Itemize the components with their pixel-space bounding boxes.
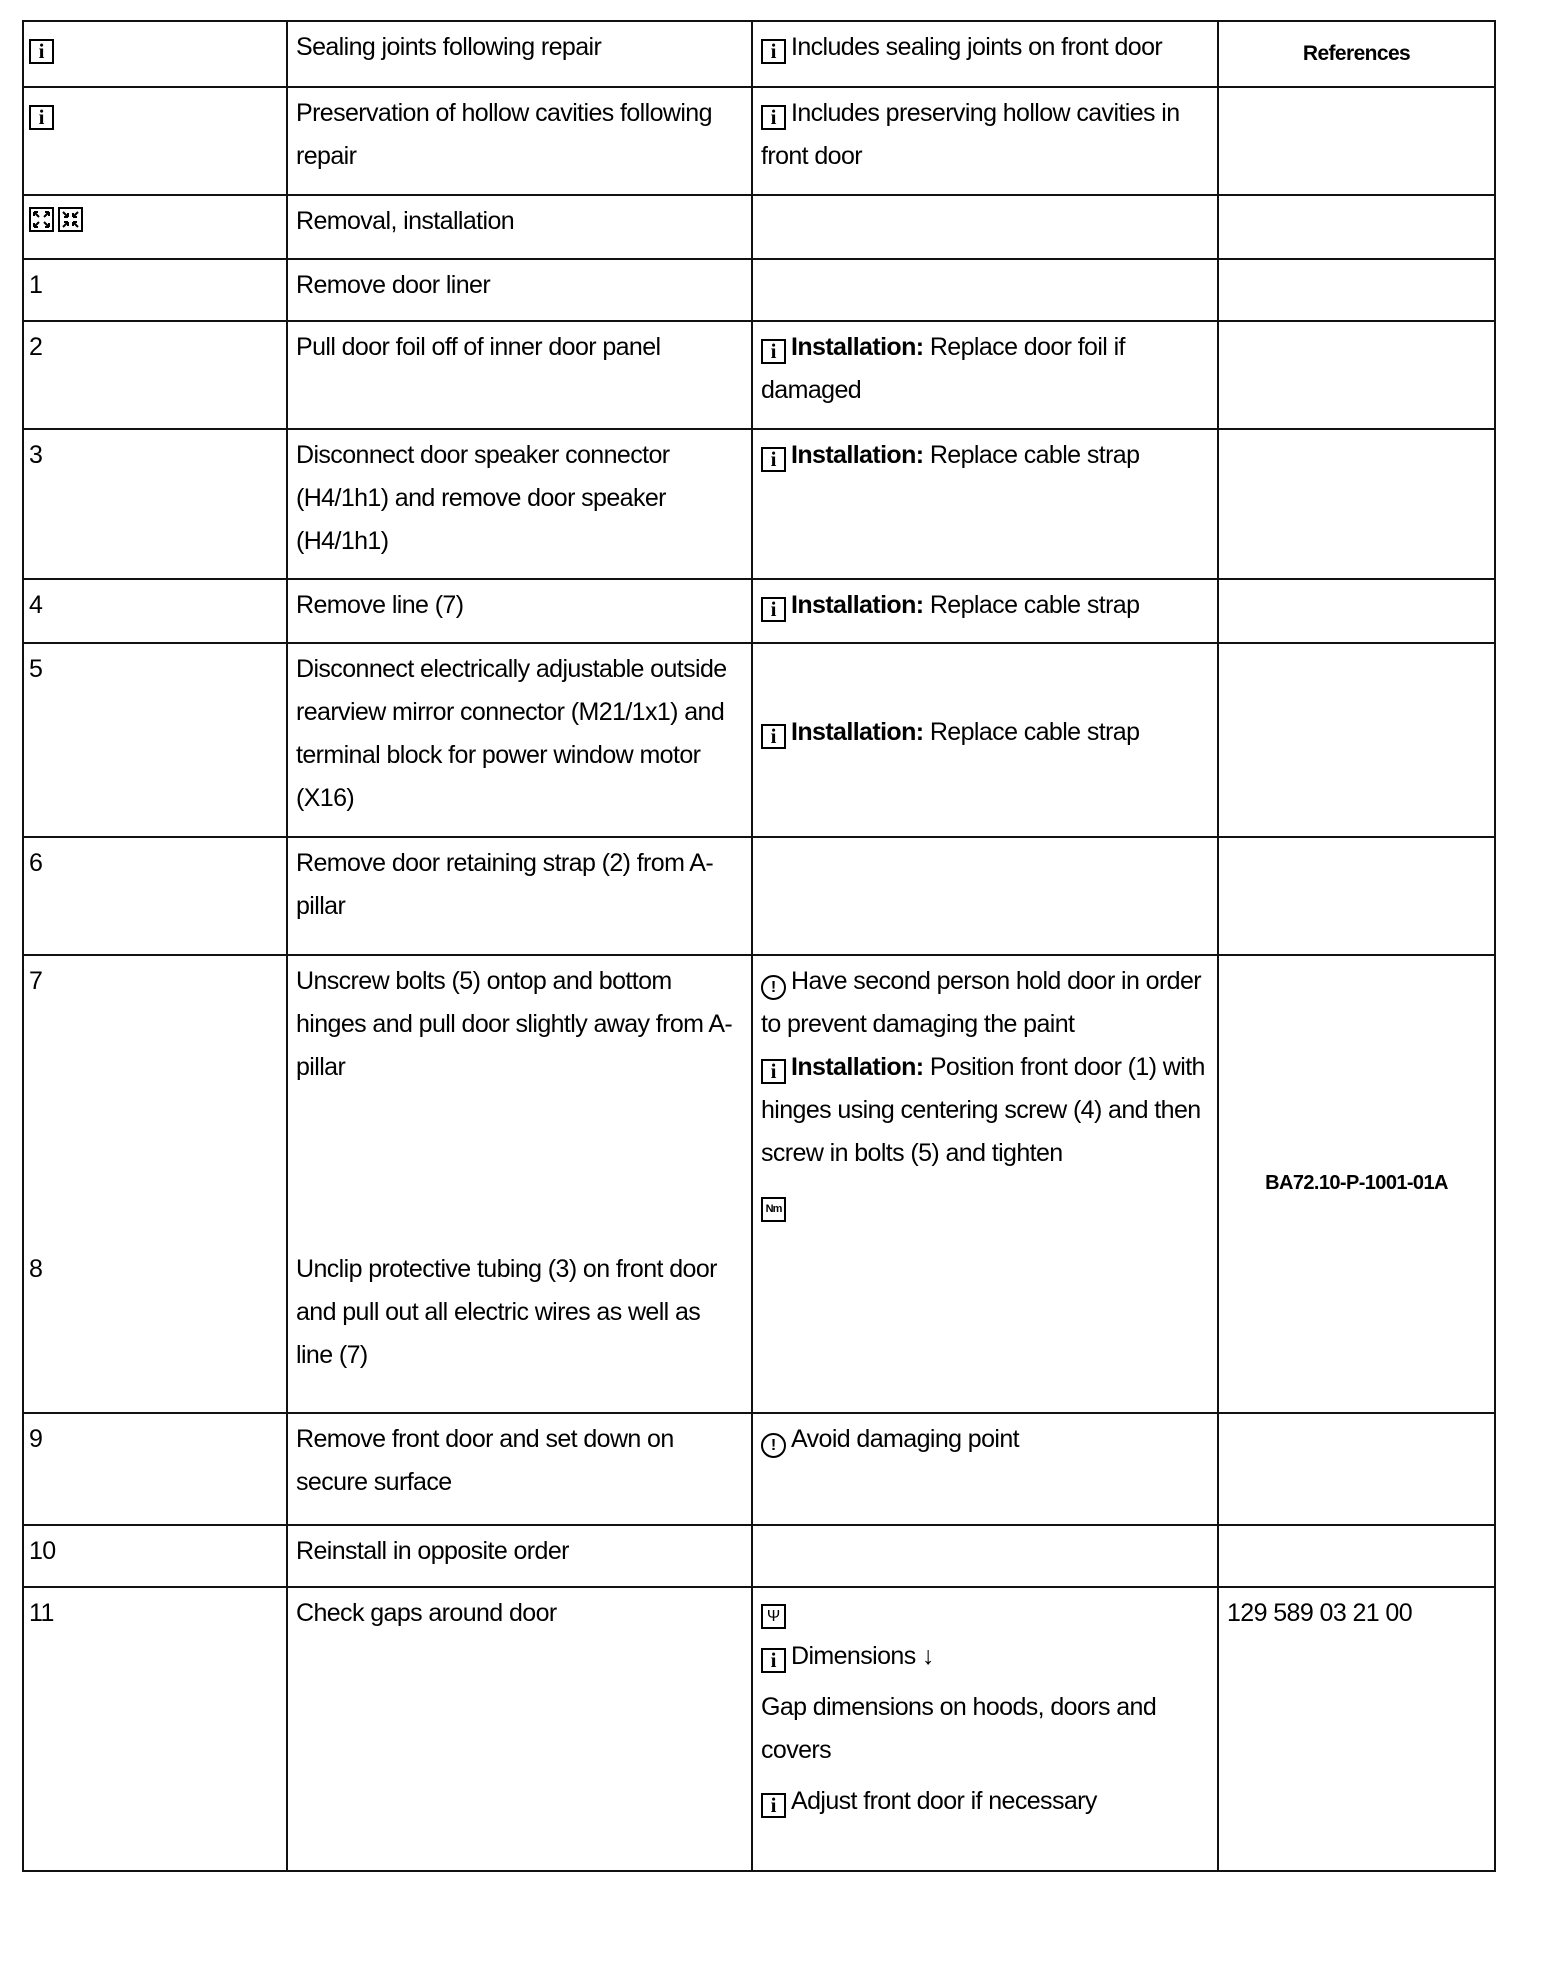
reference-cell	[1218, 1587, 1495, 1871]
note-text: Includes sealing joints on front door	[791, 33, 1163, 61]
table-row	[23, 21, 1495, 87]
step-number: 3	[23, 429, 287, 579]
torque-icon[interactable]: Nm	[761, 1197, 786, 1222]
info-icon: i	[761, 105, 786, 130]
step-number: 2	[23, 321, 287, 429]
note-cell	[752, 321, 1218, 429]
note-text: Replace door foil if damaged	[761, 333, 1125, 404]
step-number: 6	[23, 837, 287, 955]
dimensions-link[interactable]: Dimensions ↓	[791, 1642, 934, 1670]
warning-text: Avoid damaging point	[791, 1425, 1019, 1453]
step-cell	[23, 195, 287, 259]
repair-procedure-table	[22, 20, 1496, 1872]
info-icon: i	[761, 1059, 786, 1084]
step-number: 10	[23, 1525, 287, 1587]
removal-icon	[29, 207, 54, 232]
reference-cell	[1218, 87, 1495, 195]
note-cell	[752, 87, 1218, 195]
reference-cell	[1218, 1413, 1495, 1525]
warning-text: Have second person hold door in order to prevent damaging the paint	[761, 967, 1202, 1038]
instruction-cell	[287, 195, 752, 259]
note-cell	[752, 955, 1218, 1413]
instruction-cell: Remove line (7)	[287, 579, 752, 643]
warning-icon: !	[761, 1433, 786, 1458]
note-cell	[752, 1525, 1218, 1587]
table-row	[23, 579, 1495, 643]
note-text: Adjust front door if necessary	[791, 1787, 1097, 1815]
section-title: Preservation of hollow cavities following repair	[296, 99, 712, 170]
info-icon: i	[761, 597, 786, 622]
instruction-cell: Check gaps around door	[287, 1587, 752, 1871]
installation-label: Installation:	[791, 1053, 924, 1081]
step-cell	[23, 87, 287, 195]
step-number: 5	[23, 643, 287, 837]
table-row	[23, 321, 1495, 429]
note-text: Includes preserving hollow cavities in front door	[761, 99, 1180, 170]
reference-link[interactable]: BA72.10-P-1001-01A	[1265, 1171, 1448, 1194]
reference-cell	[1218, 643, 1495, 837]
reference-cell	[1218, 321, 1495, 429]
note-text: Replace cable strap	[929, 441, 1140, 469]
note-cell	[752, 579, 1218, 643]
instruction-cell	[287, 87, 752, 195]
info-icon: i	[29, 105, 54, 130]
reference-cell	[1218, 195, 1495, 259]
step-number: 4	[23, 579, 287, 643]
note-cell	[752, 429, 1218, 579]
step-number: 11	[23, 1587, 287, 1871]
info-icon: i	[29, 39, 54, 64]
reference-cell	[1218, 259, 1495, 321]
info-icon: i	[761, 39, 786, 64]
installation-label: Installation:	[791, 333, 924, 361]
warning-icon: !	[761, 975, 786, 1000]
reference-cell	[1218, 955, 1495, 1413]
reference-cell	[1218, 429, 1495, 579]
installation-label: Installation:	[791, 717, 924, 746]
instruction-cell: Reinstall in opposite order	[287, 1525, 752, 1587]
step-number: 8	[29, 1255, 43, 1283]
instruction-cell: Disconnect door speaker connector (H4/1h1) and remove door speaker (H4/1h1)	[287, 429, 752, 579]
note-text: Replace cable strap	[929, 717, 1140, 746]
instruction-cell: Remove door retaining strap (2) from A-pillar	[287, 837, 752, 955]
instruction-cell: Pull door foil off of inner door panel	[287, 321, 752, 429]
reference-cell	[1218, 579, 1495, 643]
note-cell	[752, 643, 1218, 837]
note-cell	[752, 195, 1218, 259]
table-row	[23, 643, 1495, 837]
references-header: References	[1218, 21, 1495, 87]
table-row	[23, 837, 1495, 955]
info-icon: i	[761, 1648, 786, 1673]
info-icon: i	[761, 1793, 786, 1818]
instruction-cell: Disconnect electrically adjustable outside rearview mirror connector (M21/1x1) and terminal block for power window motor (X16)	[287, 643, 752, 837]
note-cell	[752, 1413, 1218, 1525]
table-row	[23, 87, 1495, 195]
table-row	[23, 1525, 1495, 1587]
step-number: 9	[23, 1413, 287, 1525]
note-text: Position front door (1) with hinges using centering screw (4) and then screw in bolts (5) and tighten	[761, 1053, 1205, 1167]
table-row	[23, 195, 1495, 259]
table-row	[23, 259, 1495, 321]
installation-label: Installation:	[791, 441, 924, 469]
special-tool-icon[interactable]: Ψ	[761, 1604, 786, 1629]
instruction-cell	[287, 21, 752, 87]
instruction-cell	[287, 955, 752, 1413]
reference-link[interactable]: 129 589 03 21 00	[1227, 1599, 1413, 1627]
reference-cell	[1218, 1525, 1495, 1587]
table-row	[23, 429, 1495, 579]
note-cell	[752, 837, 1218, 955]
step-8-text: Unclip protective tubing (3) on front door and pull out all electric wires as well as line (7)	[296, 1255, 717, 1369]
reference-cell	[1218, 837, 1495, 955]
step-number-group	[23, 955, 287, 1413]
table-row	[23, 1413, 1495, 1525]
note-text: Replace cable strap	[929, 591, 1140, 619]
info-icon: i	[761, 724, 786, 749]
info-icon: i	[761, 339, 786, 364]
note-cell	[752, 259, 1218, 321]
note-cell	[752, 21, 1218, 87]
instruction-cell: Remove door liner	[287, 259, 752, 321]
step-7-text: Unscrew bolts (5) ontop and bottom hinges and pull door slightly away from A-pillar	[296, 967, 733, 1081]
installation-icon	[58, 207, 83, 232]
step-number: 7	[29, 967, 43, 995]
table-row	[23, 955, 1495, 1413]
step-cell	[23, 21, 287, 87]
installation-label: Installation:	[791, 591, 924, 619]
table-row	[23, 1587, 1495, 1871]
note-cell	[752, 1587, 1218, 1871]
step-number: 1	[23, 259, 287, 321]
instruction-cell: Remove front door and set down on secure surface	[287, 1413, 752, 1525]
gap-dimensions-text: Gap dimensions on hoods, doors and covers	[761, 1693, 1157, 1764]
info-icon: i	[761, 447, 786, 472]
section-title: Removal, installation	[296, 207, 515, 235]
section-title: Sealing joints following repair	[296, 33, 602, 61]
